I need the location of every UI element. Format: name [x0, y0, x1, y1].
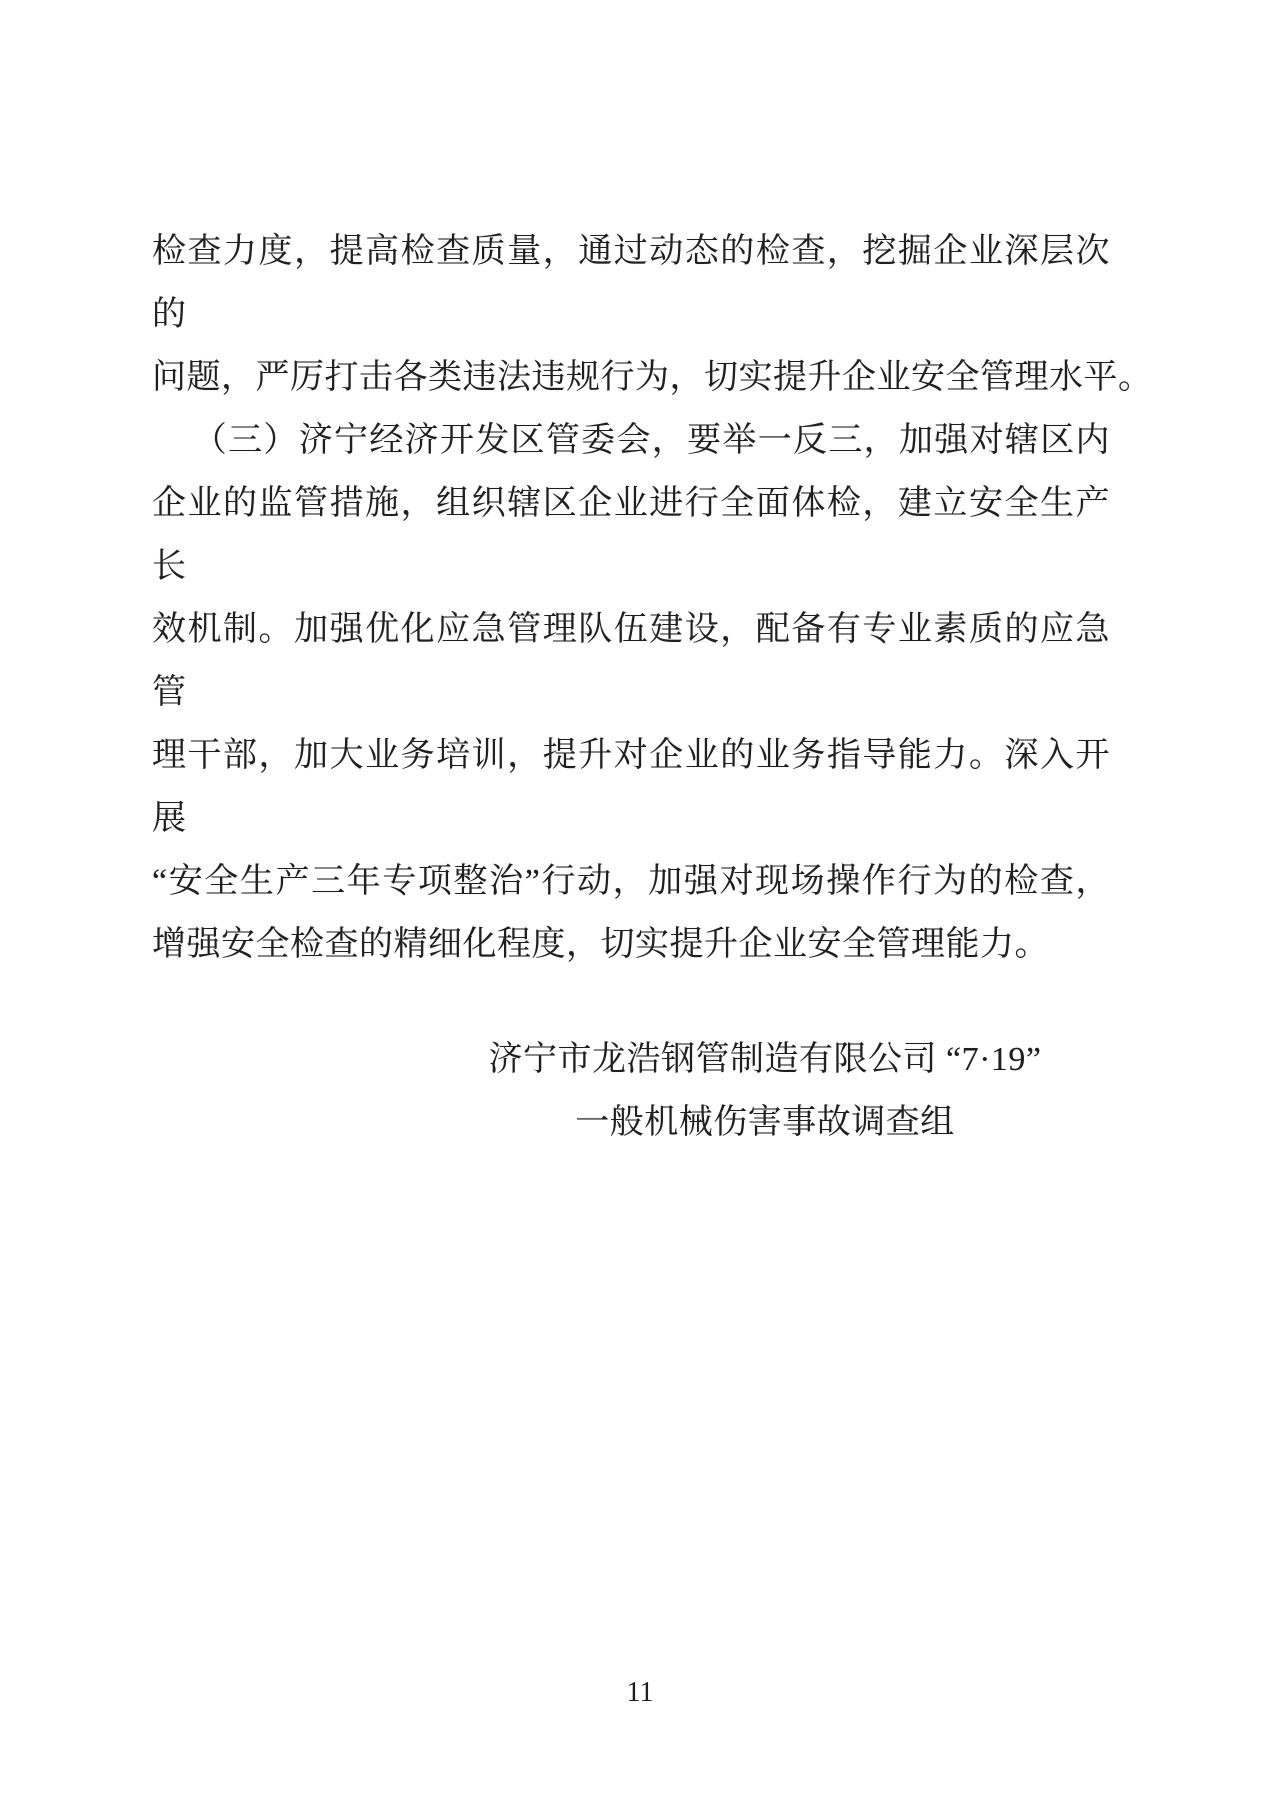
body-line: 检查力度，提高检查质量，通过动态的检查，挖掘企业深层次的	[152, 233, 1110, 333]
body-line: 企业的监管措施，组织辖区企业进行全面体检，建立安全生产长	[152, 485, 1110, 585]
body-line: 理干部，加大业务培训，提升对企业的业务指导能力。深入开展	[152, 737, 1110, 837]
body-line: 效机制。加强优化应急管理队伍建设，配备有专业素质的应急管	[152, 611, 1110, 711]
body-line: 问题，严厉打击各类违法违规行为，切实提升企业安全管理水平。	[152, 359, 1153, 396]
signature-line-2: 一般机械伤害事故调查组	[575, 1104, 955, 1141]
body-line: “安全生产三年专项整治”行动，加强对现场操作行为的检查，	[152, 863, 1110, 900]
signature-line-1: 济宁市龙浩钢管制造有限公司 “7·19”	[488, 1041, 1042, 1078]
signature-block	[250, 1028, 1280, 1154]
body-line: 增强安全检查的精细化程度，切实提升企业安全管理能力。	[152, 926, 1049, 963]
body-line: （三）济宁经济开发区管委会，要举一反三，加强对辖区内	[192, 422, 1110, 459]
body-text	[152, 220, 1153, 976]
page-number: 11	[626, 1677, 654, 1708]
